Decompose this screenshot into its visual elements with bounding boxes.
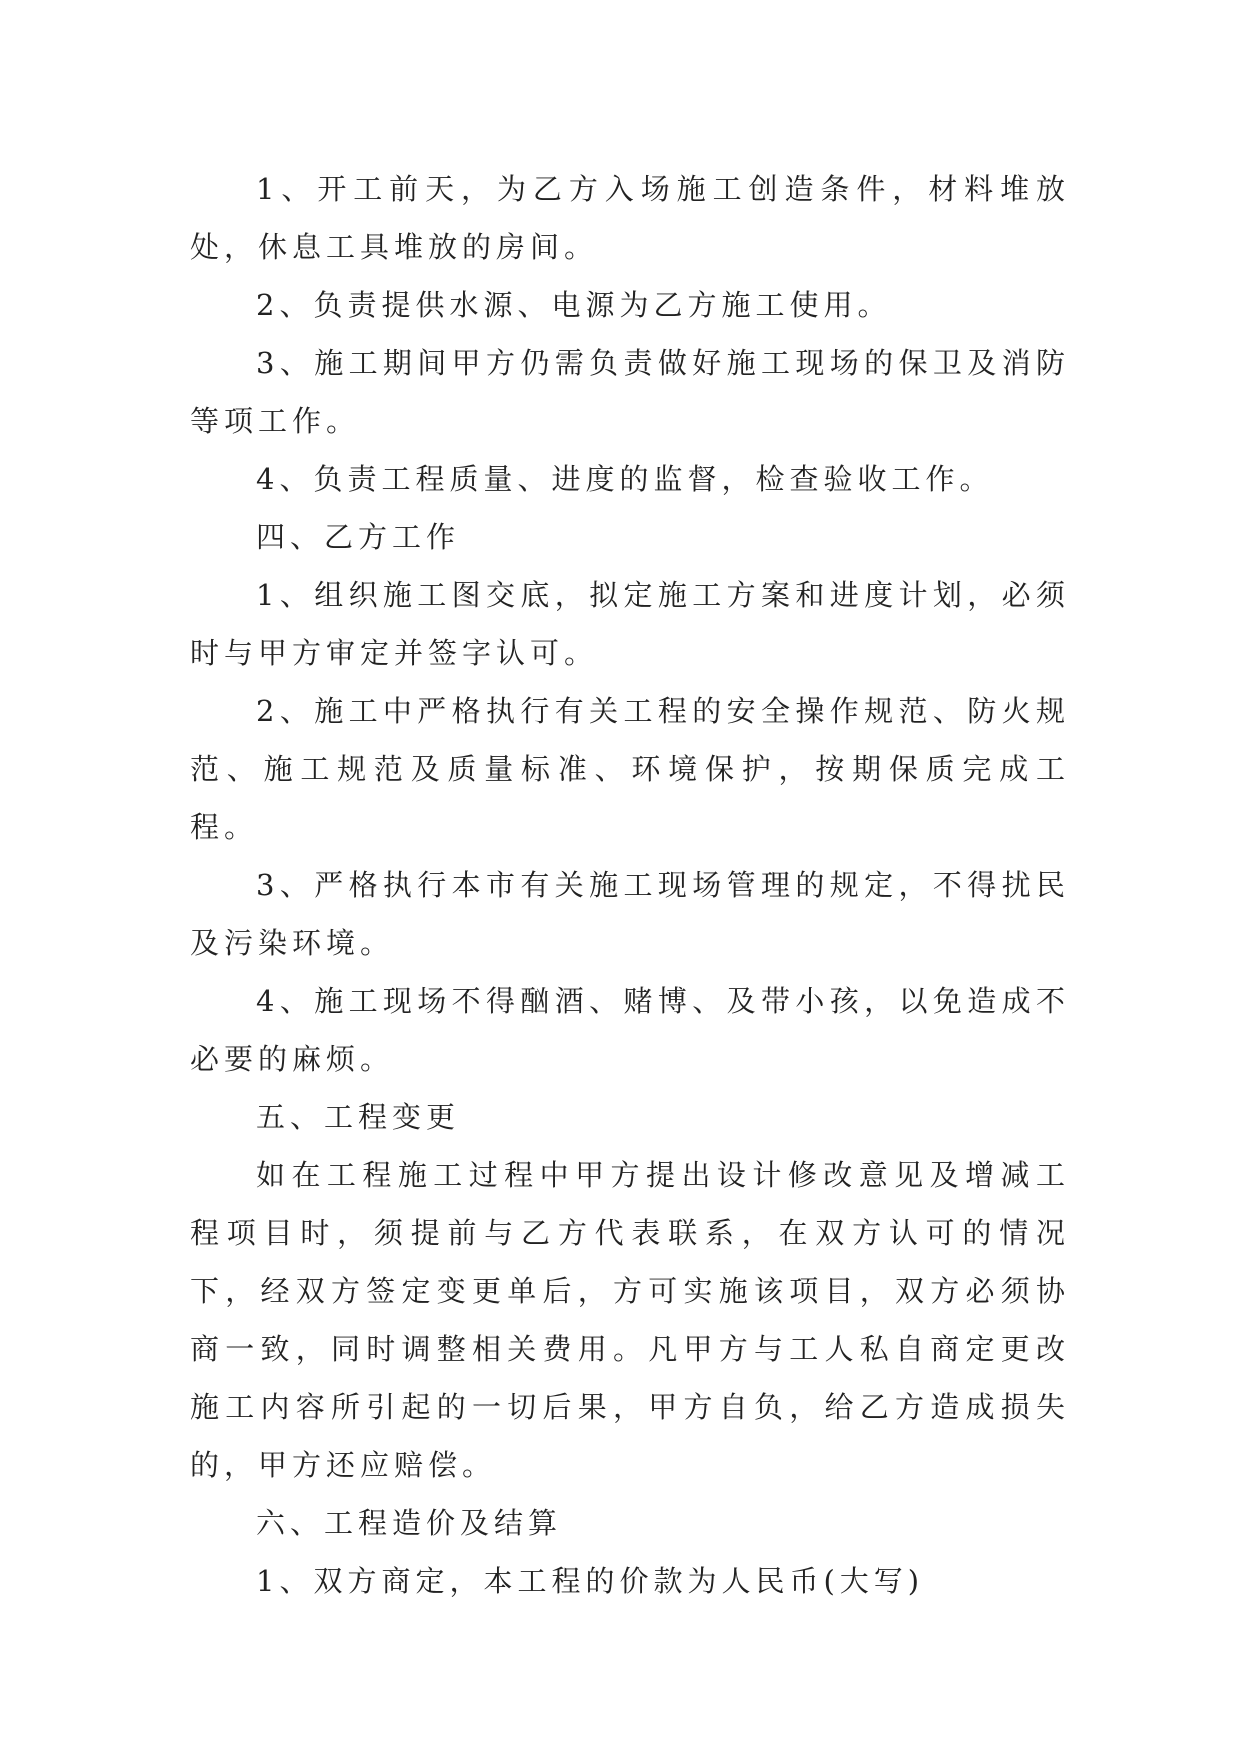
paragraph-party-b-duty-1: 1、组织施工图交底，拟定施工方案和进度计划，必须时与甲方审定并签字认可。 — [190, 578, 1070, 670]
document-body — [190, 160, 1070, 1610]
paragraph-party-a-duty-1: 1、开工前天，为乙方入场施工创造条件，材料堆放处，休息工具堆放的房间。 — [190, 172, 1070, 264]
section-heading-project-changes: 五、工程变更 — [256, 1100, 461, 1134]
paragraph-party-b-duty-2: 2、施工中严格执行有关工程的安全操作规范、防火规范、施工规范及质量标准、环境保护，按期保质完成工程。 — [190, 694, 1070, 844]
paragraph-party-a-duty-4: 4、负责工程质量、进度的监督，检查验收工作。 — [256, 462, 994, 496]
paragraph-party-a-duty-3: 3、施工期间甲方仍需负责做好施工现场的保卫及消防等项工作。 — [190, 346, 1070, 438]
paragraph-project-changes: 如在工程施工过程中甲方提出设计修改意见及增减工程项目时，须提前与乙方代表联系，在双方认可的情况下，经双方签定变更单后，方可实施该项目，双方必须协商一致，同时调整相关费用。凡甲方与工人私自商定更改施工内容所引起的一切后果，甲方自负，给乙方造成损失的，甲方还应赔偿。 — [190, 1158, 1070, 1482]
section-heading-cost-settlement: 六、工程造价及结算 — [256, 1506, 563, 1540]
paragraph-party-b-duty-3: 3、严格执行本市有关施工现场管理的规定，不得扰民及污染环境。 — [190, 868, 1070, 960]
section-heading-party-b-work: 四、乙方工作 — [256, 520, 461, 554]
paragraph-party-b-duty-4: 4、施工现场不得酗酒、赌博、及带小孩，以免造成不必要的麻烦。 — [190, 984, 1070, 1076]
paragraph-party-a-duty-2: 2、负责提供水源、电源为乙方施工使用。 — [256, 288, 892, 322]
paragraph-cost-settlement-1: 1、双方商定，本工程的价款为人民币(大写) — [256, 1564, 925, 1598]
